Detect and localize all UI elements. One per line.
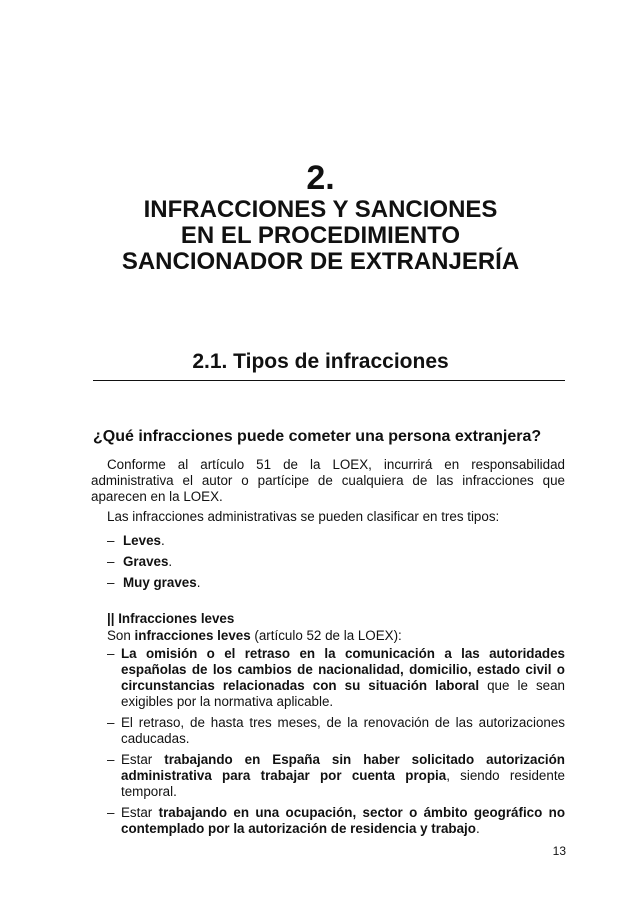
leves-intro (91, 628, 565, 644)
section-divider (93, 380, 565, 381)
list-item (91, 715, 565, 747)
paragraph-2: Las infracciones administrativas se pueden clasificar en tres tipos: (107, 509, 500, 524)
item-bold: trabajando en una ocupación, sector o ámbito geográfico no contemplado por la autorización de residencia y trabajo (121, 805, 565, 836)
chapter-number: 2. (306, 159, 335, 197)
list-item (91, 551, 565, 572)
item-pre: Estar (121, 752, 165, 767)
page-number: 13 (552, 844, 566, 858)
chapter-title-line-3: SANCIONADOR DE EXTRANJERÍA (121, 248, 520, 275)
list-item (91, 572, 565, 593)
item-rest: que le sean exigibles por la normativa aplicable. (121, 678, 566, 709)
type-label: Muy graves (123, 575, 197, 590)
subheading-leves: || Infracciones leves (107, 611, 235, 626)
item-pre: El retraso, de hasta tres meses, de la renovación de las autorizaciones (121, 715, 565, 730)
list-item (91, 805, 565, 837)
section-title: 2.1. Tipos de infracciones (192, 350, 449, 373)
list-item (91, 646, 565, 710)
intro-suffix: (artículo 52 de la LOEX): (250, 628, 402, 643)
item-pre: Estar (121, 805, 159, 820)
type-suffix: . (160, 533, 165, 548)
chapter-title (0, 197, 641, 275)
type-label: Graves (123, 554, 169, 569)
list-item (91, 752, 565, 800)
intro-bold: infracciones leves (134, 628, 251, 643)
paragraph-1: Conforme al artículo 51 de la LOEX, incurrirá en responsabilidad administrativa el autor o partícipe de cualquiera de las infracciones que aparecen en la LOEX. (91, 457, 565, 504)
item-rest: . (475, 821, 480, 836)
question-heading: ¿Qué infracciones puede cometer una persona extranjera? (93, 428, 542, 445)
type-suffix: . (168, 554, 173, 569)
item-rest: caducadas. (121, 731, 190, 746)
chapter-title-line-1: INFRACCIONES Y SANCIONES (143, 196, 498, 223)
body-text (91, 457, 565, 842)
type-label: Leves (123, 533, 161, 548)
infraction-types-list (91, 530, 565, 593)
chapter-title-line-2: EN EL PROCEDIMIENTO (180, 222, 461, 249)
item-rest: , siendo residente temporal. (121, 768, 565, 799)
type-suffix: . (196, 575, 201, 590)
list-item (91, 530, 565, 551)
leves-list (91, 646, 565, 837)
intro-prefix: Son (107, 628, 135, 643)
item-bold: La omisión o el retraso en la comunicación a las autoridades españolas de los cambios de nacionalidad, domicilio, estado civil o circunstancias relacionadas con su situación laboral (121, 646, 565, 693)
item-bold: trabajando en España sin haber solicitado autorización administrativa para trabajar por cuenta propia (121, 752, 565, 783)
